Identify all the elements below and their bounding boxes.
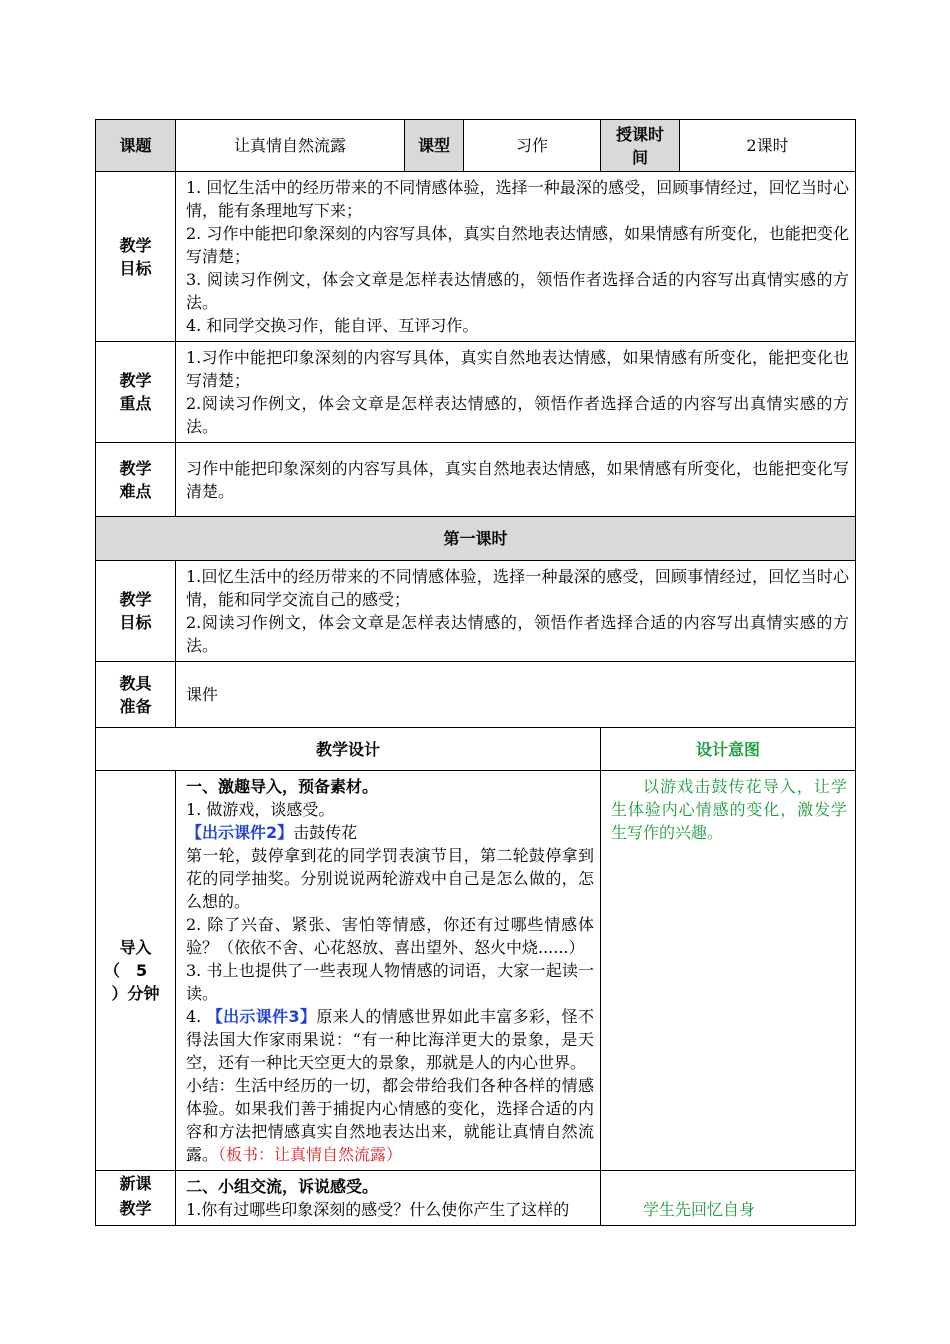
goal-item: 3. 阅读习作例文，体会文章是怎样表达情感的，领悟作者选择合适的内容写出真情实感的方法。: [186, 270, 849, 312]
stage1-step4: [186, 1005, 594, 1074]
stage1-intent: 以游戏击鼓传花导入，让学生体验内心情感的变化，激发学生写作的兴趣。: [601, 771, 856, 1171]
summary-text: 小结：生活中经历的一切，都会带给我们各种各样的情感体验。如果我们善于捕捉内心情感的变化，选择合适的内容和方法把情感真实自然地表达出来，就能让真情自然流露。: [186, 1076, 594, 1164]
type-label: 课型: [405, 120, 464, 172]
lesson-plan: [95, 119, 855, 1226]
stage1-step2: 2. 除了兴奋、紧张、害怕等情感，你还有过哪些情感体验？（依依不舍、心花怒放、喜出望外、怒火中烧......）: [186, 915, 594, 957]
step4-num: 4.: [186, 1007, 207, 1026]
header-row: [96, 120, 856, 172]
lesson1-title: 第一课时: [96, 517, 856, 561]
key-point-item: 1.习作中能把印象深刻的内容写具体，真实自然地表达情感，如果情感有所变化，能把变化也写清楚；: [186, 348, 849, 390]
key-points-row: [96, 342, 856, 443]
stage1-content: [176, 771, 601, 1171]
stage1-label-b: （ 5: [104, 961, 148, 980]
stage2-label-a: 新课: [119, 1174, 152, 1193]
type-value: 习作: [464, 120, 601, 172]
lesson1-title-row: [96, 517, 856, 561]
intent-label: 设计意图: [601, 728, 856, 771]
courseware-3-tag: 【出示课件3】: [206, 1007, 317, 1026]
stage1-summary: [186, 1074, 594, 1166]
goals-label: 教学目标: [96, 172, 176, 342]
goal-item: 2. 习作中能把印象深刻的内容写具体，真实自然地表达情感，如果情感有所变化，也能把变化写清楚；: [186, 224, 849, 266]
difficulties-content: [176, 443, 856, 517]
show1-text: 击鼓传花: [293, 823, 358, 842]
stage2-row: [96, 1171, 856, 1226]
design-label: 教学设计: [96, 728, 601, 771]
stage1-round-text: 第一轮，鼓停拿到花的同学罚表演节目，第二轮鼓停拿到花的同学抽奖。分别说说两轮游戏中自己是怎么做的，怎么想的。: [186, 846, 594, 911]
hours-value: 2课时: [680, 120, 856, 172]
stage1-step1: 1. 做游戏，谈感受。: [186, 800, 335, 819]
stage1-label-c: ）分钟: [111, 984, 160, 1003]
stage2-step1: 1.你有过哪些印象深刻的感受？什么使你产生了这样的: [186, 1200, 570, 1219]
goal-item: 1. 回忆生活中的经历带来的不同情感体验，选择一种最深的感受，回顾事情经过，回忆当时心情，能有条理地写下来；: [186, 178, 849, 220]
difficulties-label: 教学难点: [96, 443, 176, 517]
goal-item: 4. 和同学交换习作，能自评、互评习作。: [186, 316, 479, 335]
design-header-row: [96, 728, 856, 771]
tools-row: [96, 662, 856, 728]
goals-content: [176, 172, 856, 342]
stage2-heading: 二、小组交流，诉说感受。: [186, 1177, 379, 1196]
difficulties-row: [96, 443, 856, 517]
courseware-2-tag: 【出示课件2】: [186, 823, 294, 842]
topic-value: 让真情自然流露: [176, 120, 405, 172]
lesson1-goals-row: [96, 561, 856, 662]
tools-label: 教具准备: [96, 662, 176, 728]
step4-text: 原来人的情感世界如此丰富多彩，怪不得法国大作家雨果说：“有一种比海洋更大的景象，是天空，还有一种比天空更大的景象，那就是人的内心世界。: [186, 1007, 594, 1072]
goals-row: [96, 172, 856, 342]
board-note: （板书：让真情自然流露）: [218, 1145, 403, 1164]
stage1-step3: 3. 书上也提供了一些表现人物情感的词语，大家一起读一读。: [186, 961, 594, 1003]
tools-value: 课件: [176, 662, 856, 728]
lesson1-goals-content: [176, 561, 856, 662]
stage1-label: [96, 771, 176, 1171]
key-points-label: 教学重点: [96, 342, 176, 443]
stage2-label: [96, 1171, 176, 1226]
lesson-plan-table: [95, 119, 856, 1226]
stage2-label-b: 教学: [119, 1199, 152, 1218]
key-point-item: 2.阅读习作例文，体会文章是怎样表达情感的，领悟作者选择合适的内容写出真情实感的方法。: [186, 394, 849, 436]
lesson1-goal-item: 1.回忆生活中的经历带来的不同情感体验，选择一种最深的感受，回顾事情经过，回忆当时心情，能和同学交流自己的感受；: [186, 567, 849, 609]
lesson1-goals-label: 教学目标: [96, 561, 176, 662]
stage1-label-a: 导入: [119, 938, 152, 957]
stage1-show1: [186, 821, 594, 844]
stage2-intent: 学生先回忆自身: [601, 1171, 856, 1226]
stage1-row: [96, 771, 856, 1171]
stage2-content: [176, 1171, 601, 1226]
lesson1-goal-item: 2.阅读习作例文，体会文章是怎样表达情感的，领悟作者选择合适的内容写出真情实感的方法。: [186, 613, 849, 655]
time-label: 授课时间: [601, 120, 680, 172]
difficulties-text: 习作中能把印象深刻的内容写具体，真实自然地表达情感，如果情感有所变化，也能把变化写清楚。: [186, 458, 849, 501]
stage1-heading: 一、激趣导入，预备素材。: [186, 777, 379, 796]
topic-label: 课题: [96, 120, 176, 172]
key-points-content: [176, 342, 856, 443]
